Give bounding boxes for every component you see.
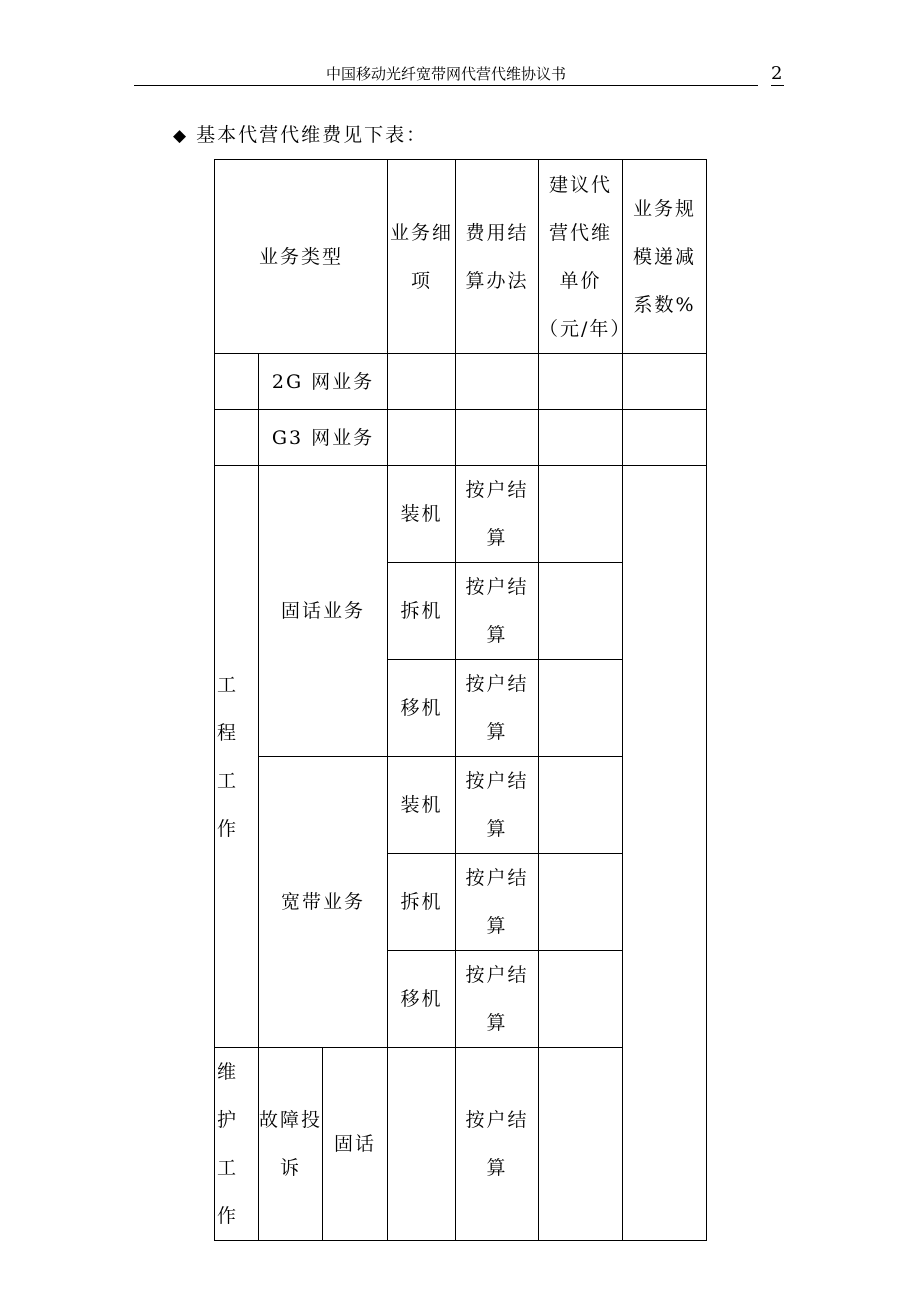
empty-cell xyxy=(539,354,623,410)
header-price: 建议代营代维单价（元/年） xyxy=(539,160,623,354)
empty-cell xyxy=(623,410,707,466)
empty-cell xyxy=(539,660,623,757)
item-move: 移机 xyxy=(388,660,456,757)
method-cell: 按户结算 xyxy=(456,757,539,854)
empty-cell xyxy=(539,1048,623,1241)
empty-cell xyxy=(388,354,456,410)
header-coef: 业务规模递减系数% xyxy=(623,160,707,354)
fault-complaint-label: 故障投诉 xyxy=(259,1048,323,1241)
row-label-g3: G3 网业务 xyxy=(259,410,388,466)
table-row xyxy=(215,354,707,410)
row-label-2g: 2G 网业务 xyxy=(259,354,388,410)
method-cell: 按户结算 xyxy=(456,1048,539,1241)
item-remove: 拆机 xyxy=(388,854,456,951)
empty-cell xyxy=(539,757,623,854)
engineering-work-label: 工程工作 xyxy=(215,466,259,1048)
empty-cell xyxy=(456,354,539,410)
header-method: 费用结算办法 xyxy=(456,160,539,354)
header-row xyxy=(215,160,707,354)
method-cell: 按户结算 xyxy=(456,951,539,1048)
item-install: 装机 xyxy=(388,466,456,563)
fixed-line-label: 固话 xyxy=(323,1048,388,1241)
broadband-business-label: 宽带业务 xyxy=(259,757,388,1048)
header-business-type: 业务类型 xyxy=(215,160,388,354)
header-item: 业务细项 xyxy=(388,160,456,354)
table-row xyxy=(215,466,707,563)
method-cell: 按户结算 xyxy=(456,563,539,660)
empty-cell xyxy=(623,354,707,410)
page-number-rule xyxy=(771,85,784,86)
empty-cell xyxy=(539,466,623,563)
empty-cell xyxy=(215,354,259,410)
page-number: 2 xyxy=(771,63,783,84)
diamond-bullet-icon: ◆ xyxy=(173,126,187,146)
header-rule xyxy=(134,85,758,86)
method-cell: 按户结算 xyxy=(456,660,539,757)
method-cell: 按户结算 xyxy=(456,466,539,563)
fixed-line-business-label: 固话业务 xyxy=(259,466,388,757)
coef-merged-cell xyxy=(623,466,707,1241)
empty-cell xyxy=(215,410,259,466)
table-row xyxy=(215,410,707,466)
empty-cell xyxy=(539,410,623,466)
intro-paragraph xyxy=(173,122,427,149)
fee-table xyxy=(214,159,707,1241)
item-install: 装机 xyxy=(388,757,456,854)
document-header-title: 中国移动光纤宽带网代营代维协议书 xyxy=(325,65,566,83)
item-remove: 拆机 xyxy=(388,563,456,660)
empty-cell xyxy=(539,854,623,951)
maintenance-work-label: 维护工作 xyxy=(215,1048,259,1241)
intro-text: 基本代营代维费见下表： xyxy=(196,124,428,146)
empty-cell xyxy=(539,563,623,660)
method-cell: 按户结算 xyxy=(456,854,539,951)
empty-cell xyxy=(388,1048,456,1241)
empty-cell xyxy=(539,951,623,1048)
empty-cell xyxy=(456,410,539,466)
empty-cell xyxy=(388,410,456,466)
item-move: 移机 xyxy=(388,951,456,1048)
